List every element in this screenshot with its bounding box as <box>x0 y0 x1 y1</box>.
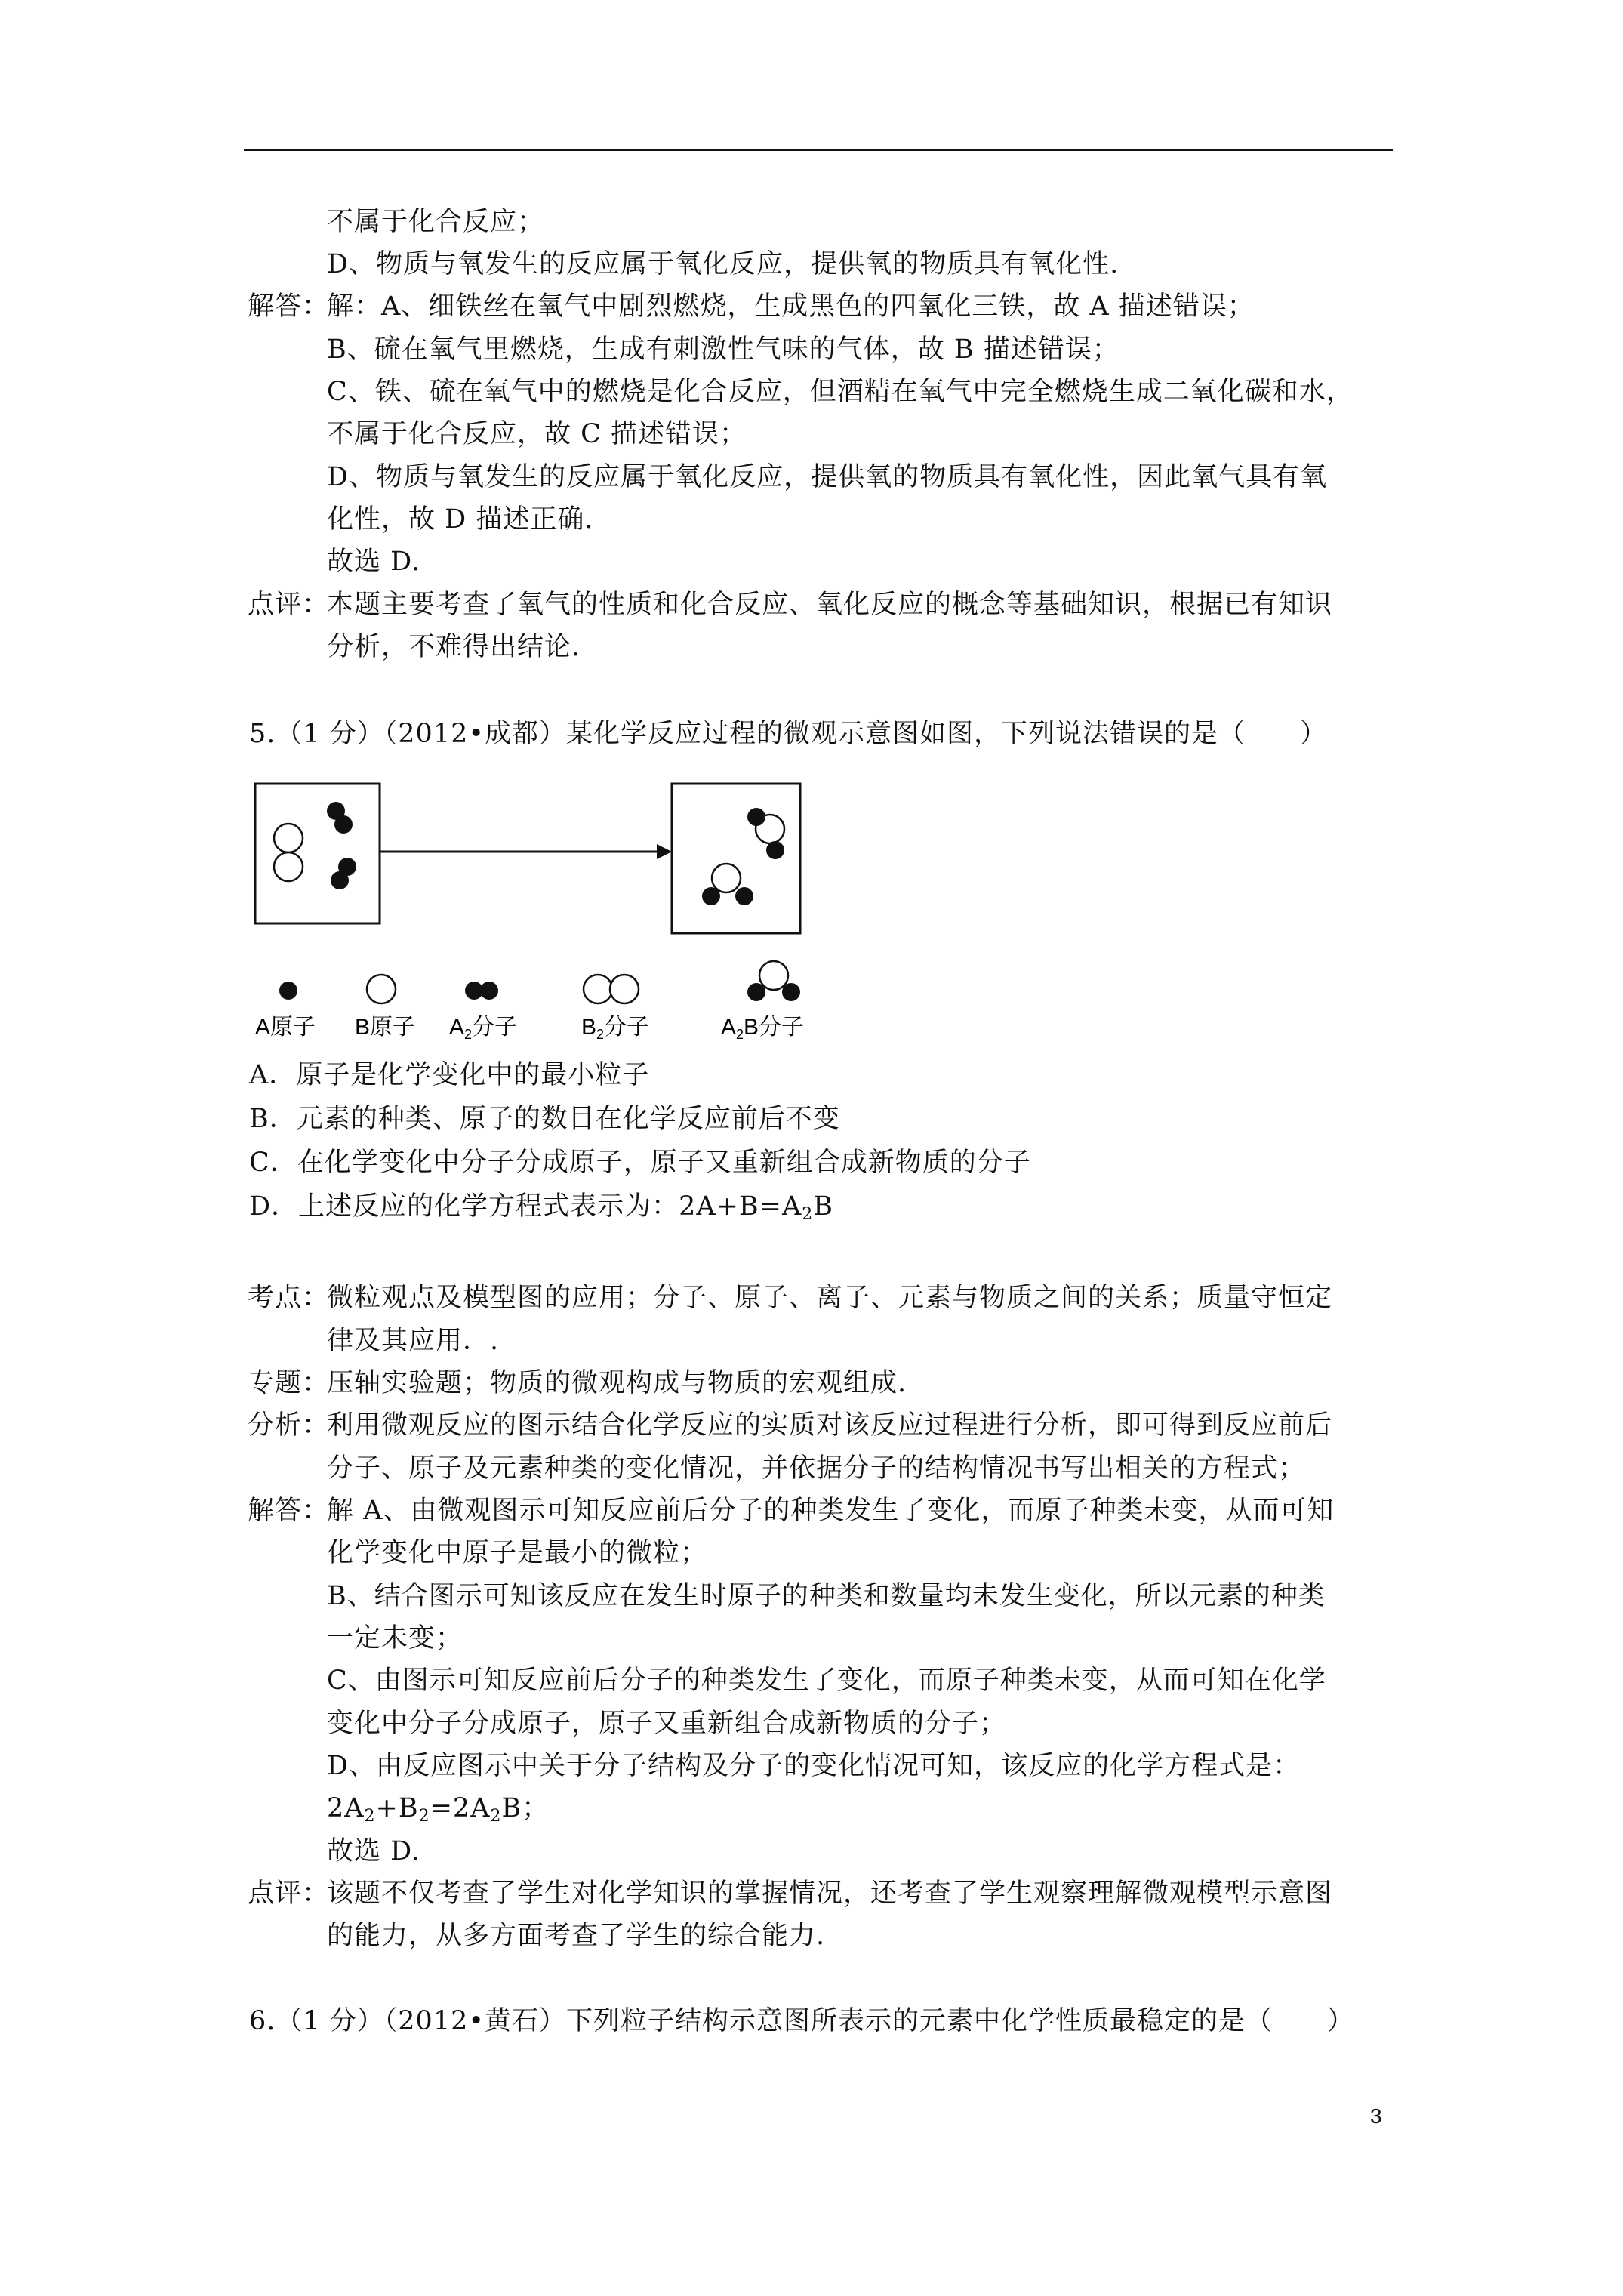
text-line: 微粒观点及模型图的应用；分子、原子、离子、元素与物质之间的关系；质量守恒定 <box>327 1283 1333 1313</box>
b-atom-circle <box>274 824 303 852</box>
section-label: 分析： <box>248 1410 330 1441</box>
text-line: 的能力，从多方面考查了学生的综合能力. <box>327 1921 826 1951</box>
legend-b-atom-label: B原子 <box>355 1015 416 1040</box>
b-atom-circle <box>274 852 303 881</box>
text-line: 本题主要考查了氧气的性质和化合反应、氧化反应的概念等基础知识，根据已有知识 <box>327 590 1333 620</box>
reaction-diagram <box>249 778 823 1057</box>
reactant-box <box>255 784 380 923</box>
product-box <box>672 784 800 933</box>
legend-b2-molecule-icon <box>584 975 612 1003</box>
legend-a2b-molecule-icon <box>759 961 788 990</box>
a-atom-dot <box>331 871 349 889</box>
legend-a-atom-icon <box>279 982 297 1000</box>
legend-a2-molecule-icon <box>480 982 498 1000</box>
text-line: 律及其应用．. <box>327 1326 500 1356</box>
a-atom-dot <box>702 887 720 905</box>
legend-a2-molecule-label: $A_2$分子 <box>449 1015 518 1042</box>
section-label: 解答： <box>248 291 330 322</box>
text-line: B、结合图示可知该反应在发生时原子的种类和数量均未发生变化，所以元素的种类 <box>327 1581 1326 1611</box>
option-b: B．元素的种类、原子的数目在化学反应前后不变 <box>249 1104 840 1134</box>
legend-a2b-molecule-label: $A_2B$分子 <box>721 1015 805 1042</box>
section-label: 点评： <box>248 1878 330 1909</box>
section-label: 点评： <box>248 590 330 620</box>
text-line: 分析，不难得出结论. <box>327 632 581 662</box>
section-label: 解答： <box>248 1496 330 1526</box>
option-d: D．上述反应的化学方程式表示为：$2A+B=A_2B$ <box>249 1191 833 1224</box>
text-line: D、物质与氧发生的反应属于氧化反应，提供氧的物质具有氧化性，因此氧气具有氧 <box>327 462 1328 492</box>
option-a: A．原子是化学变化中的最小粒子 <box>249 1060 650 1090</box>
arrow-head <box>657 844 672 859</box>
text-line: D、由反应图示中关于分子结构及分子的变化情况可知，该反应的化学方程式是： <box>327 1751 1301 1781</box>
legend-a2b-molecule-icon <box>782 983 800 1001</box>
option-c: C．在化学变化中分子分成原子，原子又重新组合成新物质的分子 <box>249 1148 1031 1178</box>
legend-b-atom-icon <box>367 975 396 1003</box>
equation-line: $2A_2+B_2=2A_2B$； <box>327 1793 550 1826</box>
a-atom-dot <box>735 887 753 905</box>
legend-a-atom-label: A原子 <box>255 1015 316 1040</box>
section-label: 专题： <box>248 1368 330 1398</box>
text-line: C、由图示可知反应前后分子的种类发生了变化，而原子种类未变，从而可知在化学 <box>327 1666 1326 1696</box>
legend-b2-molecule-label: $B_2$分子 <box>581 1015 650 1042</box>
b-atom-circle <box>712 864 741 892</box>
text-line: 化学变化中原子是最小的微粒； <box>327 1538 708 1568</box>
question-5-stem: 5.（1 分）（2012•成都）某化学反应过程的微观示意图如图，下列说法错误的是（ ） <box>249 719 1328 749</box>
a-atom-dot <box>334 815 353 834</box>
text-line: D、物质与氧发生的反应属于氧化反应，提供氧的物质具有氧化性. <box>327 249 1119 279</box>
text-line: B、硫在氧气里燃烧，生成有刺激性气味的气体，故 B 描述错误； <box>327 334 1119 365</box>
text-line: 解：A、细铁丝在氧气中剧烈燃烧，生成黑色的四氧化三铁，故 A 描述错误； <box>327 291 1255 322</box>
a-atom-dot <box>766 841 784 859</box>
text-line: 化性，故 D 描述正确. <box>327 504 594 535</box>
text-line: 压轴实验题；物质的微观构成与物质的宏观组成. <box>327 1368 907 1398</box>
text-line: 利用微观反应的图示结合化学反应的实质对该反应过程进行分析，即可得到反应前后 <box>327 1410 1333 1441</box>
text-line: 故选 D. <box>327 1836 421 1866</box>
text-line: 该题不仅考查了学生对化学知识的掌握情况，还考查了学生观察理解微观模型示意图 <box>327 1878 1333 1909</box>
text-line: 变化中分子分成原子，原子又重新组合成新物质的分子； <box>327 1709 1007 1739</box>
text-line: C、铁、硫在氧气中的燃烧是化合反应，但酒精在氧气中完全燃烧生成二氧化碳和水， <box>327 377 1354 407</box>
header-rule <box>244 149 1393 151</box>
section-label: 考点： <box>248 1283 330 1313</box>
page-number: 3 <box>1370 2104 1382 2128</box>
text-line: 一定未变； <box>327 1623 463 1653</box>
legend-b2-molecule-icon <box>610 975 639 1003</box>
legend-a2b-molecule-icon <box>747 983 765 1001</box>
question-6-stem: 6.（1 分）（2012•黄石）下列粒子结构示意图所表示的元素中化学性质最稳定的是（ ） <box>249 2006 1355 2036</box>
text-line: 故选 D. <box>327 547 421 577</box>
a-atom-dot <box>747 808 765 826</box>
text-line: 不属于化合反应； <box>327 207 545 237</box>
text-line: 解 A、由微观图示可知反应前后分子的种类发生了变化，而原子种类未变，从而可知 <box>327 1496 1335 1526</box>
text-line: 不属于化合反应，故 C 描述错误； <box>327 419 747 449</box>
text-line: 分子、原子及元素种类的变化情况，并依据分子的结构情况书写出相关的方程式； <box>327 1453 1306 1484</box>
